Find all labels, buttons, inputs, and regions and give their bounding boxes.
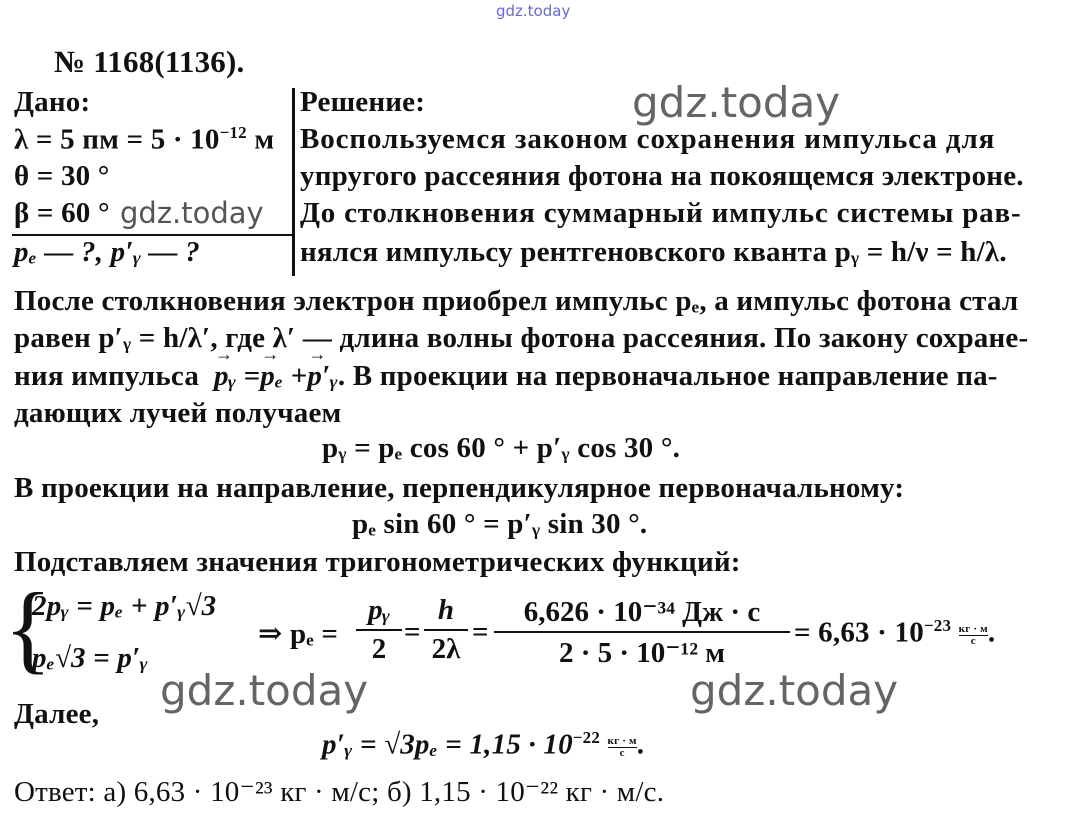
fraction-pgamma-over-2 xyxy=(356,594,402,666)
fraction-bar xyxy=(356,629,402,631)
given-lambda-exp: −12 xyxy=(219,123,247,142)
given-beta: β = 60 ° xyxy=(14,197,110,229)
vector-p-gamma-prime: → p′ᵧ xyxy=(307,360,338,393)
fraction-denominator: 2 · 5 · 10⁻¹² м xyxy=(558,637,726,669)
unit-fraction xyxy=(959,624,988,647)
body-line: Далее, xyxy=(14,698,100,730)
result-period: . xyxy=(987,616,996,649)
vector-p-gamma: → pᵧ = xyxy=(214,360,260,393)
watermark: gdz.today xyxy=(160,666,369,715)
given-lambda xyxy=(14,123,274,157)
equation-projection-y: pₑ sin 60 ° = p′ᵧ sin 30 °. xyxy=(352,508,648,540)
given-theta: θ = 30 ° xyxy=(14,160,110,192)
vector-p-e: → pₑ + xyxy=(260,360,307,393)
given-find: pₑ — ?, p′ᵧ — ? xyxy=(14,236,200,268)
fraction-denominator: 2λ xyxy=(431,633,461,665)
given-lambda-unit: м xyxy=(246,123,275,156)
fraction-numerator: h xyxy=(437,594,455,626)
equation-p-gamma-prime xyxy=(322,728,644,762)
body-line: Подставляем значения тригонометрических функций: xyxy=(14,546,741,578)
fraction-numerator: pᵧ xyxy=(368,594,390,626)
fraction-denominator: 2 xyxy=(371,633,387,665)
unit-fraction xyxy=(608,736,637,759)
system-eq-2: pₑ√3 = p′ᵧ xyxy=(32,642,148,674)
result-value: = 6,63 · 10 xyxy=(794,616,924,649)
solution-line: Воспользуемся законом сохранения импульса для xyxy=(300,123,996,155)
result-exp: −23 xyxy=(923,616,952,635)
body-line: дающих лучей получаем xyxy=(14,397,342,429)
solution-line: До столкновения суммарный импульс системы рав- xyxy=(300,197,1022,229)
equation-period: . xyxy=(636,728,645,761)
watermark-top: gdz.today xyxy=(496,2,571,20)
unit-numerator: кг · м xyxy=(958,622,988,635)
body-line: В проекции на направление, перпендикулярное первоначальному: xyxy=(14,472,905,504)
body-line: После столкновения электрон приобрел импульс pₑ, а импульс фотона стал xyxy=(14,285,1019,317)
solution-line: нялся импульсу рентгеновского кванта pᵧ = h/ν = h/λ. xyxy=(300,236,1007,268)
fraction-bar xyxy=(494,631,790,633)
system-brace: { xyxy=(4,572,52,683)
unit-denominator: с xyxy=(608,747,637,759)
solution-label: Решение: xyxy=(300,86,426,118)
body-line: равен p′ᵧ = h/λ′, где λ′ — длина волны фотона рассеяния. По закону сохране- xyxy=(14,322,1029,354)
fraction-h-over-2lambda xyxy=(424,594,468,666)
body-text: . В проекции на первоначальное направление па- xyxy=(337,360,998,392)
fraction-bar xyxy=(424,629,468,631)
equation-text: p′ᵧ = √3pₑ = 1,15 · 10 xyxy=(322,728,573,761)
fraction-numeric xyxy=(494,594,790,670)
body-text: ния импульса xyxy=(14,360,200,392)
watermark: gdz.today xyxy=(120,196,264,230)
equation-exp: −22 xyxy=(572,728,601,747)
result-pe xyxy=(794,616,995,650)
given-label: Дано: xyxy=(14,86,91,118)
watermark: gdz.today xyxy=(632,78,841,127)
equals-sign: = xyxy=(404,616,421,648)
system-eq-1: 2pᵧ = pₑ + p′ᵧ√3 xyxy=(32,590,217,622)
implies-pe: ⇒ pₑ = xyxy=(258,618,339,650)
fraction-numerator: 6,626 · 10⁻³⁴ Дж · с xyxy=(523,596,761,628)
solution-line: упругого рассеяния фотона на покоящемся электроне. xyxy=(300,160,1024,192)
given-lambda-text: λ = 5 пм = 5 · 10 xyxy=(14,123,220,156)
unit-denominator: с xyxy=(959,635,988,647)
body-line-vector xyxy=(14,360,998,393)
given-vertical-rule xyxy=(292,88,295,276)
problem-number: № 1168(1136). xyxy=(54,44,245,79)
watermark: gdz.today xyxy=(690,666,899,715)
answer: Ответ: а) 6,63 · 10⁻²³ кг · м/с; б) 1,15 · 10⁻²² кг · м/с. xyxy=(14,776,665,808)
equation-projection-x: pᵧ = pₑ cos 60 ° + p′ᵧ cos 30 °. xyxy=(322,432,681,464)
unit-numerator: кг · м xyxy=(607,734,637,747)
equals-sign: = xyxy=(472,616,489,648)
